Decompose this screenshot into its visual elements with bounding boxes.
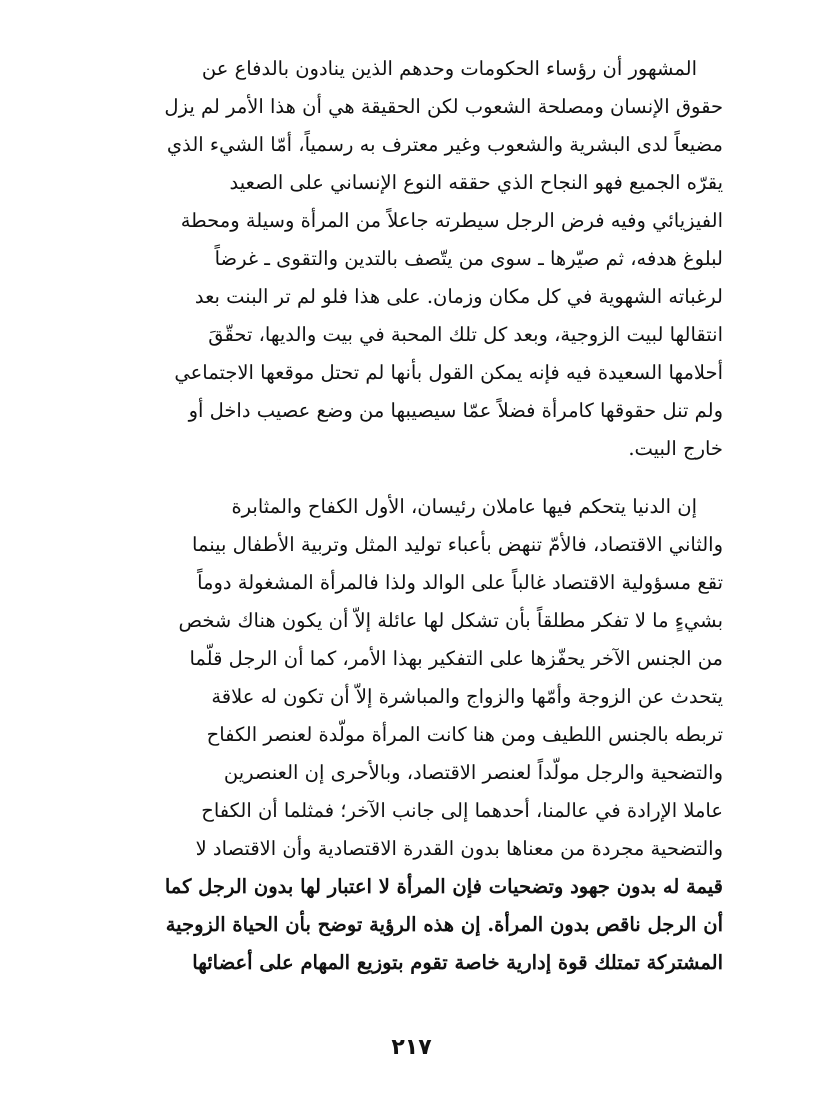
text-line: أن الرجل ناقص بدون المرأة. إن هذه الرؤية توضح بأن الحياة الزوجية [165,913,723,936]
text-line: والثاني الاقتصاد، فالأمّ تنهض بأعباء توليد المثل وتربية الأطفال بينما [192,533,723,556]
text-line: لرغباته الشهوية في كل مكان وزمان. على هذا فلو لم تر البنت بعد [194,285,723,308]
paragraph-1 [100,50,723,468]
page-number: ٢١٧ [391,1035,432,1060]
text-line: خارج البيت. [628,437,723,460]
text-line: يتحدث عن الزوجة وأمّها والزواج والمباشرة إلاّ أن تكون له علاقة [211,685,723,708]
text-line: عاملا الإرادة في عالمنا، أحدهما إلى جانب الآخر؛ فمثلما أن الكفاح [201,799,723,822]
text-line: والتضحية والرجل مولّداً لعنصر الاقتصاد، وبالأحرى إن العنصرين [223,761,723,784]
text-line: المشتركة تمتلك قوة إدارية خاصة تقوم بتوزيع المهام على أعضائها [192,951,723,974]
text-line: قيمة له بدون جهود وتضحيات فإن المرأة لا اعتبار لها بدون الرجل كما [164,875,723,898]
text-line: مضيعاً لدى البشرية والشعوب وغير معترف به رسمياً، أمّا الشيء الذي [166,133,723,156]
text-line: ولم تنل حقوقها كامرأة فضلاً عمّا سيصيبها من وضع عصيب داخل أو [188,399,723,422]
text-line: أحلامها السعيدة فيه فإنه يمكن القول بأنها لم تحتل موقعها الاجتماعي [174,361,723,384]
text-line: المشهور أن رؤساء الحكومات وحدهم الذين ينادون بالدفاع عن [201,57,697,80]
body-text [100,50,723,982]
text-line: يقرّه الجميع فهو النجاح الذي حققه النوع الإنساني على الصعيد [229,171,723,194]
text-line: حقوق الإنسان ومصلحة الشعوب لكن الحقيقة هي أن هذا الأمر لم يزل [164,95,723,118]
text-line: والتضحية مجردة من معناها بدون القدرة الاقتصادية وأن الاقتصاد لا [195,837,723,860]
text-line: لبلوغ هدفه، ثم صيّرها ـ سوى من يتّصف بالتدين والتقوى ـ غرضاً [214,247,723,270]
text-line: تربطه بالجنس اللطيف ومن هنا كانت المرأة مولّدة لعنصر الكفاح [206,723,723,746]
text-line: إن الدنيا يتحكم فيها عاملان رئيسان، الأول الكفاح والمثابرة [231,495,697,518]
text-line: من الجنس الآخر يحفّزها على التفكير بهذا الأمر، كما أن الرجل قلّما [189,647,723,670]
paragraph-2 [100,488,723,982]
text-line: الفيزيائي وفيه فرض الرجل سيطرته جاعلاً من المرأة وسيلة ومحطة [180,209,723,232]
text-line: تقع مسؤولية الاقتصاد غالباً على الوالد ولذا فالمرأة المشغولة دوماً [197,571,723,594]
paragraph-spacer [100,468,723,488]
text-line: بشيءٍ ما لا تفكر مطلقاً بأن تشكل لها عائلة إلاّ أن يكون هناك شخص [178,609,723,632]
text-line: انتقالها لبيت الزوجية، وبعد كل تلك المحبة في بيت والديها، تحقّقَ [208,323,723,346]
